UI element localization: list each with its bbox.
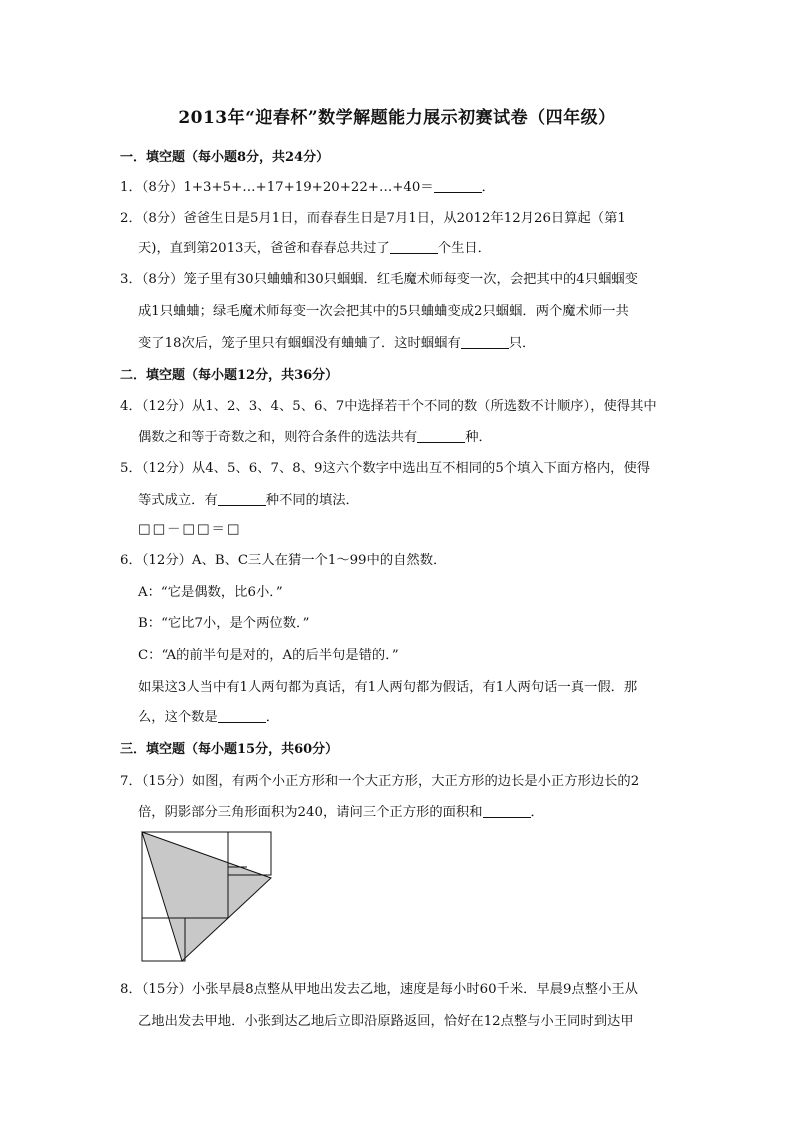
question-6-line-1: 6．（12分）A、B、C三人在猜一个1～99中的自然数．	[120, 553, 447, 568]
page-title: 2013年“迎春杯”数学解题能力展示初赛试卷（四年级）	[178, 108, 616, 128]
squares-triangle-figure	[140, 830, 274, 964]
section-heading-3: 三．填空题（每小题15分，共60分）	[120, 742, 339, 757]
question-4-line-1: 4．（12分）从1、2、3、4、5、6、7中选择若干个不同的数（所选数不计顺序），使得其中	[120, 399, 657, 414]
question-6-line-6: 么，这个数是 ．	[138, 710, 280, 725]
question-5-line-2: 等式成立．有 种不同的填法．	[138, 493, 359, 508]
answer-blank	[483, 805, 531, 818]
question-7-line-2: 倍，阴影部分三角形面积为240，请问三个正方形的面积和 ．	[138, 805, 544, 820]
question-3-line-1: 3．（8分）笼子里有30只蛐蛐和30只蝈蝈．红毛魔术师每变一次，会把其中的4只蝈蝈变	[120, 272, 638, 287]
question-8-line-2: 乙地出发去甲地．小张到达乙地后立即沿原路返回，恰好在12点整与小王同时到达甲	[138, 1014, 634, 1029]
question-3-line-2: 成1只蛐蛐；绿毛魔术师每变一次会把其中的5只蛐蛐变成2只蝈蝈．两个魔术师一共	[138, 304, 629, 319]
answer-blank	[461, 336, 509, 349]
answer-blank	[218, 493, 266, 506]
question-4-line-2: 偶数之和等于奇数之和，则符合条件的选法共有 种．	[138, 430, 492, 445]
question-2-line-2: 天)，直到第2013天，爸爸和春春总共过了 个生日．	[138, 241, 491, 256]
question-6-statement-b: B：“它比7小，是个两位数．”	[138, 616, 310, 631]
section-heading-2: 二．填空题（每小题12分，共36分）	[120, 368, 339, 383]
answer-blank	[390, 241, 438, 254]
answer-blank	[434, 180, 482, 193]
question-8-line-1: 8．（15分）小张早晨8点整从甲地出发去乙地，速度是每小时60千米．早晨9点整小王从	[120, 982, 638, 997]
question-1: 1．（8分）1+3+5+…+17+19+20+22+…+40＝ ．	[120, 180, 495, 195]
question-5-equation: □□－□□＝□	[138, 522, 242, 537]
answer-blank	[218, 710, 266, 723]
question-6-line-5: 如果这3人当中有1人两句都为真话，有1人两句都为假话，有1人两句话一真一假．那	[138, 680, 638, 695]
question-6-statement-a: A：“它是偶数，比6小．”	[138, 585, 283, 600]
shaded-triangle	[142, 832, 271, 961]
answer-blank	[417, 430, 465, 443]
question-6-statement-c: C：“A的前半句是对的，A的后半句是错的．”	[138, 648, 399, 663]
question-5-line-1: 5．（12分）从4、5、6、7、8、9这六个数字中选出互不相同的5个填入下面方格内，使得	[120, 461, 651, 476]
question-7-line-1: 7．（15分）如图，有两个小正方形和一个大正方形，大正方形的边长是小正方形边长的2	[120, 774, 640, 789]
question-3-line-3: 变了18次后，笼子里只有蝈蝈没有蛐蛐了．这时蝈蝈有 只．	[138, 336, 536, 351]
question-2-line-1: 2．（8分）爸爸生日是5月1日，而春春生日是7月1日，从2012年12月26日算起（第1	[120, 211, 626, 226]
section-heading-1: 一．填空题（每小题8分，共24分）	[120, 150, 330, 165]
